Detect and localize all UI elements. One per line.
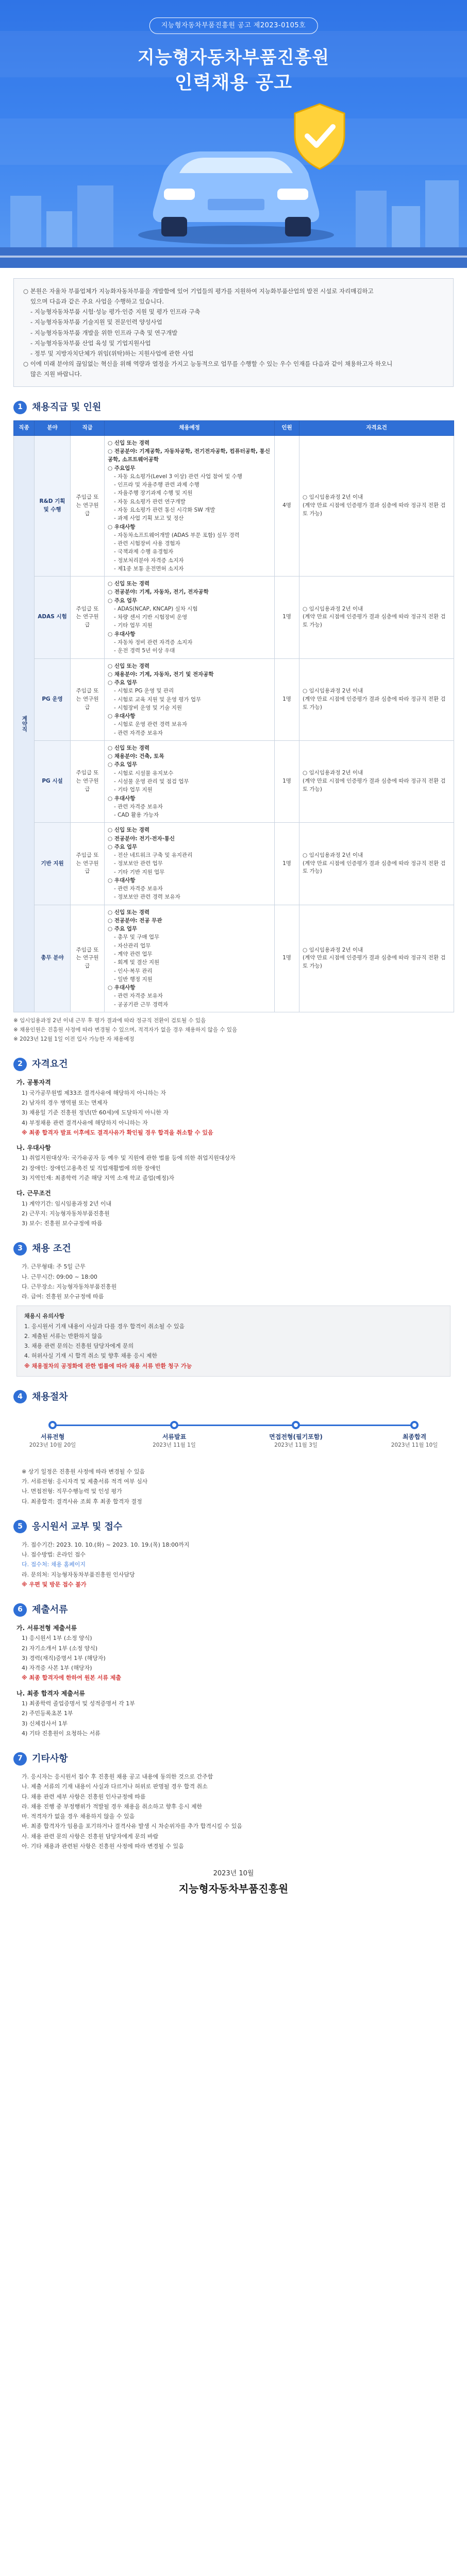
duty-line: - 인프라 및 자율주행 관련 과제 수행 — [114, 482, 199, 488]
list-item: 4. 허위사실 기재 시 합격 취소 및 향후 채용 응시 제한 — [24, 1352, 157, 1360]
table-header-cell: 분야 — [35, 421, 71, 436]
section-header — [13, 400, 454, 414]
list-item: 사. 채용 관련 문의 사항은 진흥원 담당자에게 문의 바람 — [22, 1833, 159, 1840]
hero-title-recruit: 인력채용 공고 — [174, 72, 293, 93]
duty-line: - 관련 자격증 보유자 — [114, 886, 163, 892]
field-cell: ADAS 시험 — [35, 577, 71, 658]
process-timeline — [16, 1410, 451, 1467]
list-item: 나. 면접전형: 직무수행능력 및 인성 평가 — [22, 1488, 122, 1495]
intro-line: - 지능형자동차부품 기술지원 및 전문인력 양성사업 — [30, 318, 162, 326]
qualifications-list — [13, 1077, 454, 1228]
intro-line: - 지능형자동차부품 산업 육성 및 기업지원사업 — [30, 339, 151, 347]
section-title: 기타사항 — [32, 1753, 68, 1765]
intro-line: - 정부 및 지방자치단체가 위임(위탁)하는 지원사업에 관한 사업 — [30, 349, 194, 357]
section-number: 6 — [13, 1603, 27, 1617]
duty-line: ○ 우대사항 — [108, 713, 136, 720]
headcount-cell: 1명 — [275, 577, 299, 658]
footer — [0, 1869, 467, 1912]
intro-line: 있으며 다음과 같은 주요 사업을 수행하고 있습니다. — [30, 298, 164, 306]
duty-line: - 인사·복무 관리 — [114, 968, 153, 974]
duty-line: ○ 신입 또는 경력 — [108, 827, 149, 834]
table-header-cell: 직종 — [14, 421, 35, 436]
duty-line: - 차량 센서 기반 시험장비 운영 — [114, 614, 188, 621]
requirement-cell: ○ 임시임용과정 2년 이내 (계약 만료 시점에 인증평가 결과 심층에 따라 정규직 전환 검토 가능) — [299, 577, 454, 658]
section-number: 3 — [13, 1242, 27, 1256]
footer-organization: 지능형자동차부품진흥원 — [178, 1882, 289, 1895]
section-qualifications — [13, 1057, 454, 1228]
section-conditions — [13, 1242, 454, 1377]
list-item: 가. 응시자는 응시원서 접수 후 진흥원 채용 공고 내용에 동의한 것으로 간주함 — [22, 1773, 213, 1781]
list-item: ※ 상기 일정은 진흥원 사정에 따라 변경될 수 있음 — [22, 1468, 145, 1475]
field-cell: PG 운영 — [35, 658, 71, 740]
timeline-dot-icon — [170, 1421, 178, 1429]
grade-cell: 주임급 또는 연구원급 — [71, 577, 105, 658]
duty-line: ○ 채용분야: 기계, 자동차, 전기 및 전자공학 — [108, 671, 214, 677]
duty-line: - 회계 및 결산 지원 — [114, 959, 160, 966]
section-number: 4 — [13, 1390, 27, 1403]
duty-line: - 시설물 운영 관리 및 점검 업무 — [114, 778, 189, 785]
duty-line: ○ 신입 또는 경력 — [108, 439, 149, 446]
duties-cell — [105, 658, 275, 740]
grade-cell: 주임급 또는 연구원급 — [71, 740, 105, 822]
list-item: 바. 최종 합격자가 임용을 포기하거나 결격사유 발생 시 차순위자를 추가 합격시킬 수 있음 — [22, 1823, 242, 1830]
requirement-cell: ○ 임시임용과정 2년 이내 (계약 만료 시점에 인증평가 결과 심층에 따라 정규직 전환 검토 가능) — [299, 740, 454, 822]
intro-line: - 지능형자동차부품 개발을 위한 인프라 구축 및 연구개발 — [30, 329, 178, 336]
headcount-cell: 4명 — [275, 435, 299, 576]
subsection-heading: 가. 서류전형 제출서류 — [16, 1624, 77, 1632]
list-item: 1) 국가공무원법 제33조 결격사유에 해당하지 아니하는 자 — [22, 1089, 166, 1096]
positions-table — [13, 420, 454, 1012]
list-item: 나. 제출 서류의 기재 내용이 사실과 다르거나 허위로 판명될 경우 합격 취소 — [22, 1783, 208, 1790]
list-item: 아. 기타 채용과 관련된 사항은 진흥원 사정에 따라 변경될 수 있음 — [22, 1842, 184, 1850]
headcount-cell: 1명 — [275, 658, 299, 740]
table-row — [14, 823, 454, 905]
duty-line: - 자산관리 업무 — [114, 942, 151, 949]
list-item: 나. 근무시간: 09:00 ~ 18:00 — [22, 1273, 97, 1280]
duty-line: ○ 우대사항 — [108, 631, 136, 637]
duty-line: ○ 신입 또는 경력 — [108, 663, 149, 669]
requirement-cell: ○ 임시임용과정 2년 이내 (계약 만료 시점에 인증평가 결과 심층에 따라 정규직 전환 검토 가능) — [299, 823, 454, 905]
list-item: 라. 문의처: 지능형자동차부품진흥원 인사담당 — [22, 1571, 135, 1578]
process-step-label: 서류발표 — [162, 1433, 187, 1440]
employment-type-cell: 계약직 — [14, 435, 35, 1012]
section-number: 2 — [13, 1058, 27, 1071]
duty-line: - 자율주행 장기과제 수행 및 지원 — [114, 490, 193, 497]
duty-line: - 시험로 시설물 유지보수 — [114, 770, 174, 776]
section-title: 채용직급 및 인원 — [32, 402, 102, 413]
requirement-cell: ○ 임시임용과정 2년 이내 (계약 만료 시점에 인증평가 결과 심층에 따라 정규직 전환 검토 가능) — [299, 658, 454, 740]
duty-line: - 총무 및 구매 업무 — [114, 934, 160, 941]
duty-line: ○ 채용분야: 건축, 토목 — [108, 753, 164, 760]
list-item: 3) 경력(재직)증명서 1부 (해당자) — [22, 1654, 106, 1662]
duty-line: - 관련 자격증 보유자 — [114, 730, 163, 736]
duty-line: - 자동 요소평가 관련 통신 시각화 SW 개발 — [114, 507, 215, 513]
list-item: 마. 적격자가 없을 경우 채용하지 않을 수 있음 — [22, 1813, 135, 1820]
list-item: 3. 채용 관련 문의는 진흥원 담당자에게 문의 — [24, 1343, 134, 1350]
section-title: 제출서류 — [32, 1604, 68, 1616]
list-item: ※ 우편 및 방문 접수 불가 — [22, 1581, 87, 1588]
table-header-cell: 직급 — [71, 421, 105, 436]
list-item: 2) 자기소개서 1부 (소정 양식) — [22, 1645, 98, 1652]
section-number: 7 — [13, 1752, 27, 1766]
duty-line: - 자동차 정비 관련 자격증 소지자 — [114, 639, 193, 646]
duty-line: - 운전 경력 5년 이상 우대 — [114, 648, 175, 654]
list-item: 다. 최종합격: 결격사유 조회 후 최종 합격자 결정 — [22, 1498, 142, 1505]
field-cell: 기반 지원 — [35, 823, 71, 905]
list-item: 다. 접수처: 채용 홈페이지 — [22, 1561, 86, 1568]
grade-cell: 주임급 또는 연구원급 — [71, 435, 105, 576]
duty-line: ○ 전공분야: 기계공학, 자동차공학, 전기전자공학, 컴퓨터공학, 통신공학, 소프트웨어공학 — [108, 448, 270, 463]
duty-line: ○ 신입 또는 경력 — [108, 744, 149, 751]
application-list — [13, 1540, 454, 1589]
list-item: ※ 최종 합격자 발표 이후에도 결격사유가 확인될 경우 합격을 취소할 수 있음 — [22, 1129, 213, 1136]
duty-line: - ADAS(NCAP, KNCAP) 실차 시험 — [114, 605, 198, 612]
duty-line: - 자동 요소평가 관련 연구개발 — [114, 498, 186, 505]
verified-shield-icon — [289, 101, 351, 173]
duty-line: ○ 주요 업무 — [108, 680, 138, 686]
list-item: 2. 제출된 서류는 반환하지 않음 — [24, 1332, 103, 1340]
table-row — [14, 435, 454, 576]
list-item: 4) 부정채용 관련 결격사유에 해당하지 아니하는 자 — [22, 1119, 148, 1126]
headcount-cell: 1명 — [275, 905, 299, 1012]
timeline-dot-icon — [410, 1421, 419, 1429]
headcount-cell: 1명 — [275, 823, 299, 905]
duty-line: - 과제 사업 기획 보고 및 정산 — [114, 515, 184, 522]
list-item: 나. 접수방법: 온라인 접수 — [22, 1551, 86, 1558]
intro-line: ○ 본원은 자율차 부품업체가 지능화자동차부품을 개발함에 있어 기업들의 평가를 지원하여 지능화부품산업의 발전 시설로 자리매김하고 — [23, 287, 374, 295]
list-item: 2) 근무지: 지능형자동차부품진흥원 — [22, 1210, 110, 1217]
process-step-date: 2023년 11월 1일 — [153, 1442, 196, 1448]
process-step-label: 최종합격 — [402, 1433, 427, 1440]
duty-line: ○ 우대사항 — [108, 523, 136, 530]
duty-line: - 공공기관 근무 경력자 — [114, 1001, 169, 1008]
process-step-date: 2023년 11월 10일 — [391, 1442, 438, 1448]
section-title: 자격요건 — [32, 1059, 68, 1070]
list-item: 라. 채용 진행 중 부정행위가 적발될 경우 채용을 취소하고 향후 응시 제한 — [22, 1803, 203, 1810]
section-number: 1 — [13, 401, 27, 414]
duty-line: - 전산 네트워크 구축 및 유지관리 — [114, 852, 193, 859]
table-header-cell: 채용예정 — [105, 421, 275, 436]
list-item: 라. 급여: 진흥원 보수규정에 따름 — [22, 1293, 104, 1300]
grade-cell: 주임급 또는 연구원급 — [71, 658, 105, 740]
note-line: ※ 2023년 12월 1일 이전 입사 가능한 자 채용예정 — [13, 1036, 135, 1042]
field-cell: PG 시설 — [35, 740, 71, 822]
process-step-label: 서류전형 — [40, 1433, 65, 1440]
section-title: 채용절차 — [32, 1391, 68, 1402]
duty-line: - 시험로 PG 운영 및 관리 — [114, 688, 174, 694]
grade-cell: 주임급 또는 연구원급 — [71, 823, 105, 905]
section-header — [13, 1057, 454, 1071]
duty-line: - 일반 행정 지원 — [114, 976, 153, 982]
duty-line: - 정보보안 관련 경력 보유자 — [114, 894, 180, 901]
table-header-cell: 자격요건 — [299, 421, 454, 436]
subsection-heading: 가. 공통자격 — [16, 1079, 51, 1087]
duty-line: ○ 주요 업무 — [108, 926, 138, 933]
duty-line: ○ 주요 업무 — [108, 761, 138, 768]
duty-line: ○ 우대사항 — [108, 877, 136, 884]
conditions-list — [13, 1262, 454, 1301]
etc-list — [13, 1772, 454, 1851]
duty-line: - 자동 요소평가(Level 3 이상) 관련 사업 참여 및 수행 — [114, 473, 242, 480]
table-row — [14, 905, 454, 1012]
list-item: ※ 최종 합격자에 한하여 원본 서류 제출 — [22, 1674, 122, 1682]
duty-line: ○ 신입 또는 경력 — [108, 581, 149, 587]
duties-cell — [105, 823, 275, 905]
list-item: 2) 주민등록초본 1부 — [22, 1710, 73, 1717]
duty-line: - 계약 관련 업무 — [114, 951, 153, 958]
table-row — [14, 577, 454, 658]
subsection-heading: 나. 우대사항 — [16, 1144, 51, 1152]
duty-line: - 시험로 운영 관련 경력 보유자 — [114, 721, 188, 728]
duty-line: - 자동차소프트웨어개발 (ADAS 부문 포함) 실무 경력 — [114, 532, 240, 538]
duties-cell — [105, 435, 275, 576]
field-cell: 총무 분야 — [35, 905, 71, 1012]
requirement-cell: ○ 임시임용과정 2년 이내 (계약 만료 시점에 인증평가 결과 심층에 따라 정규직 전환 검토 가능) — [299, 435, 454, 576]
requirement-cell: ○ 임시임용과정 2년 이내 (계약 만료 시점에 인증평가 결과 심층에 따라 정규직 전환 검토 가능) — [299, 905, 454, 1012]
duty-line: ○ 주요업무 — [108, 465, 136, 471]
duty-line: - 기타 업무 지원 — [114, 622, 153, 629]
section-title: 응시원서 교부 및 접수 — [32, 1521, 123, 1532]
duties-cell — [105, 577, 275, 658]
duty-line: - CAD 활용 가능자 — [114, 812, 159, 819]
duty-line: - 관련 자격증 보유자 — [114, 993, 163, 999]
intro-box — [13, 278, 454, 387]
conditions-notice-box — [16, 1306, 451, 1377]
table-header-cell: 인원 — [275, 421, 299, 436]
note-line: ※ 채용인원은 진흥원 사정에 따라 변경될 수 있으며, 적격자가 없을 경우 채용하지 않을 수 있음 — [13, 1026, 238, 1033]
list-item: 1) 응시원서 1부 (소정 양식) — [22, 1635, 92, 1642]
duty-line: - 관련 자격증 보유자 — [114, 803, 163, 810]
section-process — [13, 1390, 454, 1506]
process-step — [138, 1410, 210, 1450]
duty-line: ○ 신입 또는 경력 — [108, 909, 149, 916]
duty-line: ○ 우대사항 — [108, 985, 136, 991]
grade-cell: 주임급 또는 연구원급 — [71, 905, 105, 1012]
duties-cell — [105, 740, 275, 822]
list-item: 4) 자격증 사본 1부 (해당자) — [22, 1665, 92, 1672]
process-step — [378, 1410, 451, 1450]
duty-line: ○ 주요 업무 — [108, 597, 138, 604]
announcement-number-badge: 지능형자동차부품진흥원 공고 제2023-0105호 — [149, 18, 318, 34]
hero-title-org: 지능형자동차부품진흥원 — [137, 47, 330, 68]
section-header — [13, 1520, 454, 1534]
list-item: 다. 채용 관련 세부 사항은 진흥원 인사규정에 따름 — [22, 1793, 146, 1800]
note-line: ※ 임시임용과정 2년 이내 근무 후 평가 결과에 따라 정규직 전환이 검토될 수 있음 — [13, 1017, 206, 1024]
section-header — [13, 1603, 454, 1617]
table-header-row — [14, 421, 454, 436]
duty-line: - 정보처리분야 자격증 소지자 — [114, 557, 184, 564]
duty-line: - 기타 기반 지원 업무 — [114, 869, 165, 875]
section-header — [13, 1242, 454, 1256]
list-item: 1) 취업지원대상자: 국가유공자 등 예우 및 지원에 관한 법률 등에 의한 취업지원대상자 — [22, 1155, 236, 1162]
section-positions — [13, 400, 454, 1044]
list-item: 2) 남자의 경우 병역필 또는 면제자 — [22, 1099, 108, 1107]
duties-cell — [105, 905, 275, 1012]
process-step-date: 2023년 10월 20일 — [29, 1442, 76, 1448]
list-item: 1. 응시원서 기재 내용이 사실과 다를 경우 합격이 취소될 수 있음 — [24, 1323, 185, 1330]
list-item: 1) 계약기간: 임시임용과정 2년 이내 — [22, 1200, 112, 1207]
list-item: 3) 보수: 진흥원 보수규정에 따름 — [22, 1220, 103, 1227]
duty-line: - 제1종 보통 운전면허 소지자 — [114, 565, 184, 572]
subsection-heading: 채용시 유의사항 — [24, 1313, 65, 1320]
intro-line: 많은 지원 바랍니다. — [30, 370, 82, 378]
footer-date: 2023년 10월 — [213, 1870, 254, 1878]
timeline-dot-icon — [292, 1421, 300, 1429]
list-item: 가. 근무형태: 주 5일 근무 — [22, 1263, 86, 1270]
duty-line: ○ 전공분야: 전기·전자·통신 — [108, 835, 175, 842]
list-item: 4) 기타 진흥원이 요청하는 서류 — [22, 1730, 101, 1737]
list-item: 3) 지역인재: 최종학력 기준 해당 지역 소재 학교 졸업(예정)자 — [22, 1174, 174, 1181]
timeline-dot-icon — [48, 1421, 57, 1429]
timeline-line — [53, 1425, 414, 1426]
process-step — [16, 1410, 89, 1450]
duty-line: - 시험장비 운영 및 기술 지원 — [114, 704, 182, 711]
table-row — [14, 740, 454, 822]
table-notes — [13, 1016, 454, 1044]
duty-line: - 정보보안 관련 업무 — [114, 860, 163, 867]
section-header — [13, 1752, 454, 1766]
table-row — [14, 658, 454, 740]
hero-banner — [0, 0, 467, 268]
duty-line: ○ 전공분야: 전공 무관 — [108, 917, 162, 924]
list-item: 2) 장애인: 장애인고용촉진 및 직업재활법에 의한 장애인 — [22, 1164, 161, 1172]
list-item: 1) 최종학력 졸업증명서 및 성적증명서 각 1부 — [22, 1700, 135, 1707]
process-step-date: 2023년 11월 3일 — [274, 1442, 318, 1448]
process-step-label: 면접전형(필기포함) — [269, 1433, 323, 1440]
process-notes — [13, 1467, 454, 1506]
intro-line: - 지능형자동차부품 시험·성능 평가·인증 지원 및 평가 인프라 구축 — [30, 308, 201, 316]
list-item: 3) 신체검사서 1부 — [22, 1720, 68, 1727]
headcount-cell: 1명 — [275, 740, 299, 822]
subsection-heading: 다. 근무조건 — [16, 1190, 51, 1197]
section-number: 5 — [13, 1520, 27, 1533]
list-item: ※ 채용절차의 공정화에 관한 법률에 따라 채용 서류 반환 청구 가능 — [24, 1362, 192, 1369]
duty-line: - 기타 업무 지원 — [114, 787, 153, 793]
process-step — [260, 1410, 332, 1450]
duty-line: ○ 주요 업무 — [108, 843, 138, 850]
subsection-heading: 나. 최종 합격자 제출서류 — [16, 1689, 86, 1697]
section-documents — [13, 1603, 454, 1738]
duty-line: - 국책과제 수행 유경험자 — [114, 549, 174, 555]
list-item: 가. 서류전형: 응시자격 및 제출서류 적격 여부 심사 — [22, 1478, 148, 1485]
section-header — [13, 1390, 454, 1404]
documents-list — [13, 1623, 454, 1738]
duty-line: ○ 전공분야: 기계, 자동차, 전기, 전자공학 — [108, 589, 209, 596]
list-item: 3) 채용일 기준 진흥원 정년(만 60세)에 도달하지 아니한 자 — [22, 1109, 169, 1116]
duty-line: - 시험로 교육 지원 및 운영 평가 업무 — [114, 696, 202, 703]
list-item: 다. 근무장소: 지능형자동차부품진흥원 — [22, 1283, 117, 1290]
section-etc — [13, 1752, 454, 1851]
list-item: 가. 접수기간: 2023. 10. 10.(화) ~ 2023. 10. 19.(목) 18:00까지 — [22, 1541, 190, 1548]
duty-line: ○ 우대사항 — [108, 795, 136, 802]
intro-line: ○ 이에 미래 분야의 끊임없는 혁신을 위해 역량과 열정을 가지고 능동적으로 업무를 수행할 수 있는 우수 인재를 다음과 같이 채용하고자 하오니 — [23, 360, 393, 367]
section-application — [13, 1520, 454, 1589]
section-title: 채용 조건 — [32, 1243, 71, 1255]
field-cell: R&D 기획 및 수행 — [35, 435, 71, 576]
duty-line: - 관련 시험장비 사용 경험자 — [114, 540, 180, 547]
